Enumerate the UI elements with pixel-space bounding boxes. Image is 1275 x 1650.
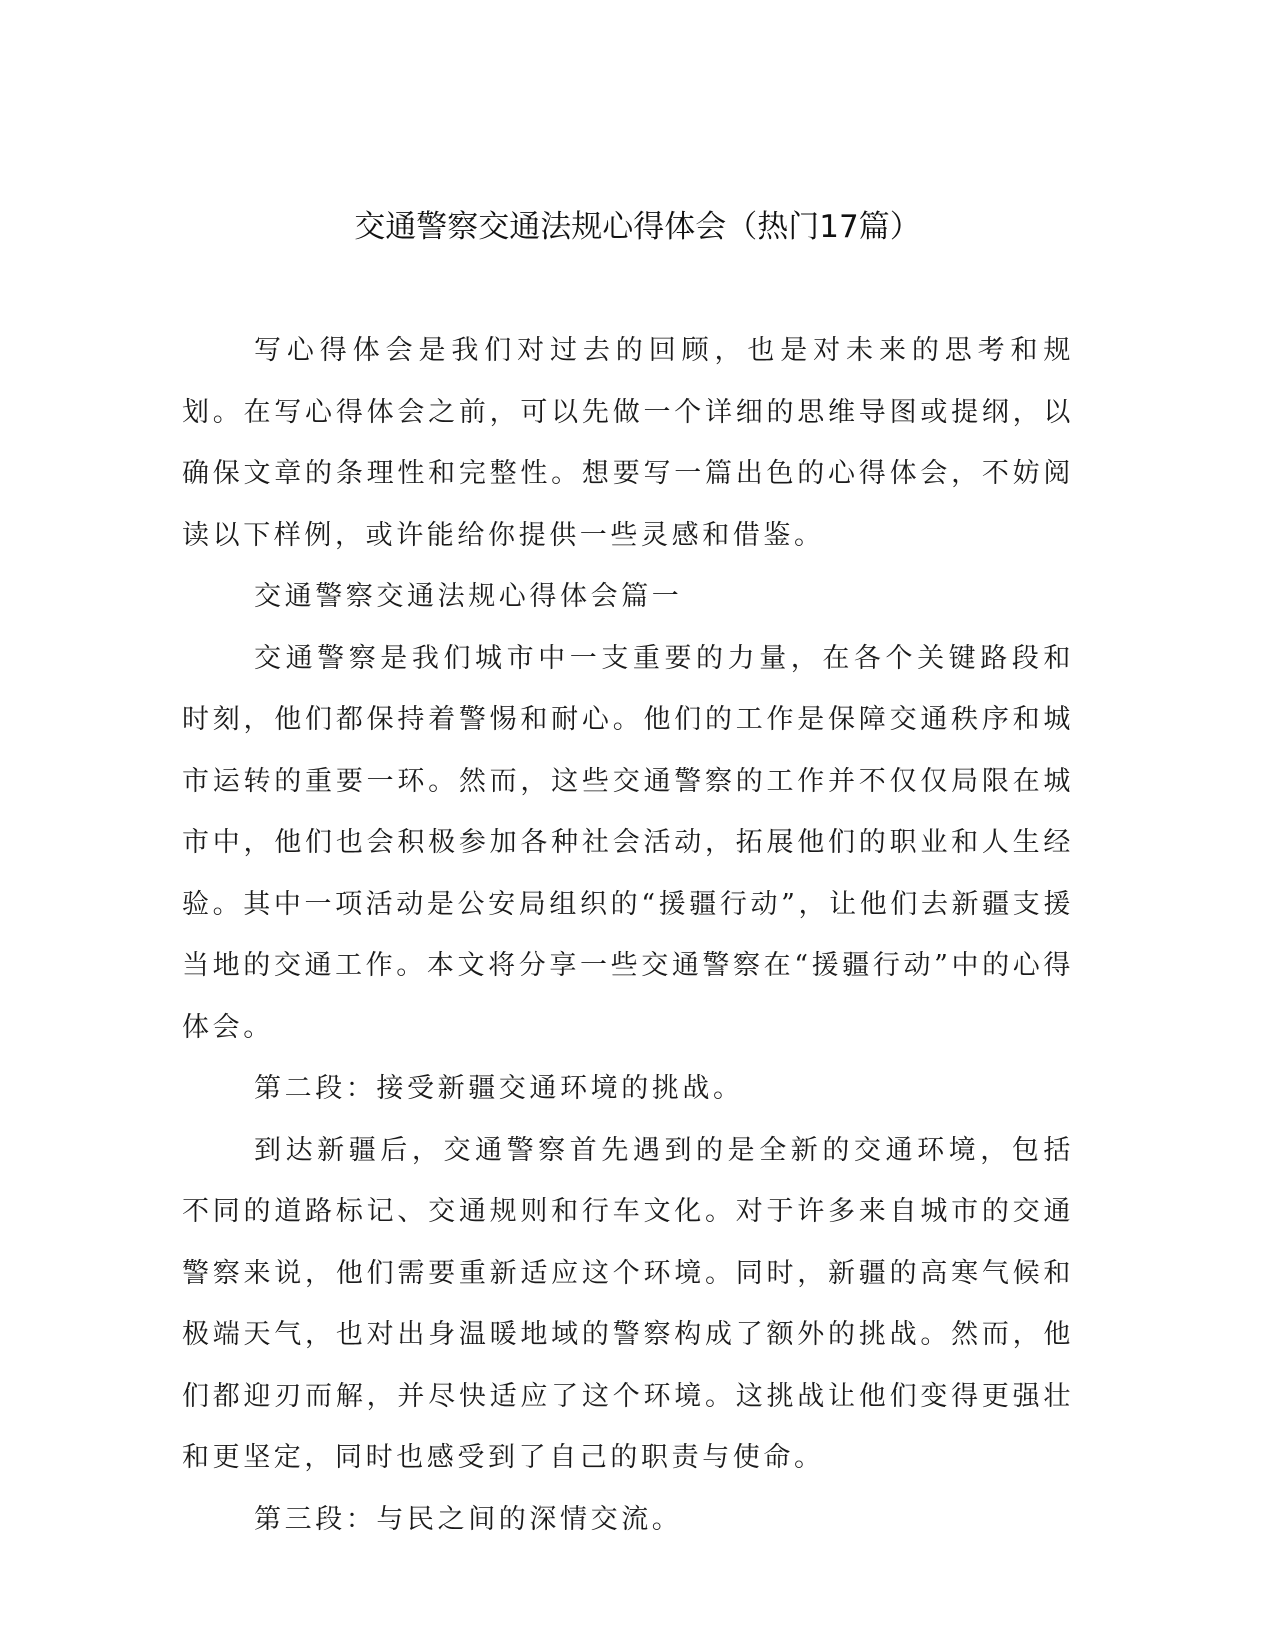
section-heading: 第三段：与民之间的深情交流。 [254,1503,683,1535]
intro-paragraph: 写心得体会是我们对过去的回顾，也是对未来的思考和规划。在写心得体会之前，可以先做一个详细的思维导图或提纲，以确保文章的条理性和完整性。想要写一篇出色的心得体会，不妨阅读以下样例，或许能给你提供一些灵感和借鉴。 [182,335,1074,551]
document-body [182,320,1074,1550]
section-heading: 交通警察交通法规心得体会篇一 [254,581,683,612]
body-paragraph: 到达新疆后，交通警察首先遇到的是全新的交通环境，包括不同的道路标记、交通规则和行车文化。对于许多来自城市的交通警察来说，他们需要重新适应这个环境。同时，新疆的高寒气候和极端天气，也对出身温暖地域的警察构成了额外的挑战。然而，他们都迎刃而解，并尽快适应了这个环境。这挑战让他们变得更强壮和更坚定，同时也感受到了自己的职责与使命。 [182,1134,1074,1473]
body-paragraph: 交通警察是我们城市中一支重要的力量，在各个关键路段和时刻，他们都保持着警惕和耐心。他们的工作是保障交通秩序和城市运转的重要一环。然而，这些交通警察的工作并不仅仅局限在城市中，他们也会积极参加各种社会活动，拓展他们的职业和人生经验。其中一项活动是公安局组织的“援疆行动”，让他们去新疆支援当地的交通工作。本文将分享一些交通警察在“援疆行动”中的心得体会。 [182,642,1074,1043]
section-heading: 第二段：接受新疆交通环境的挑战。 [254,1073,744,1104]
document-title: 交通警察交通法规心得体会（热门17篇） [354,209,921,245]
